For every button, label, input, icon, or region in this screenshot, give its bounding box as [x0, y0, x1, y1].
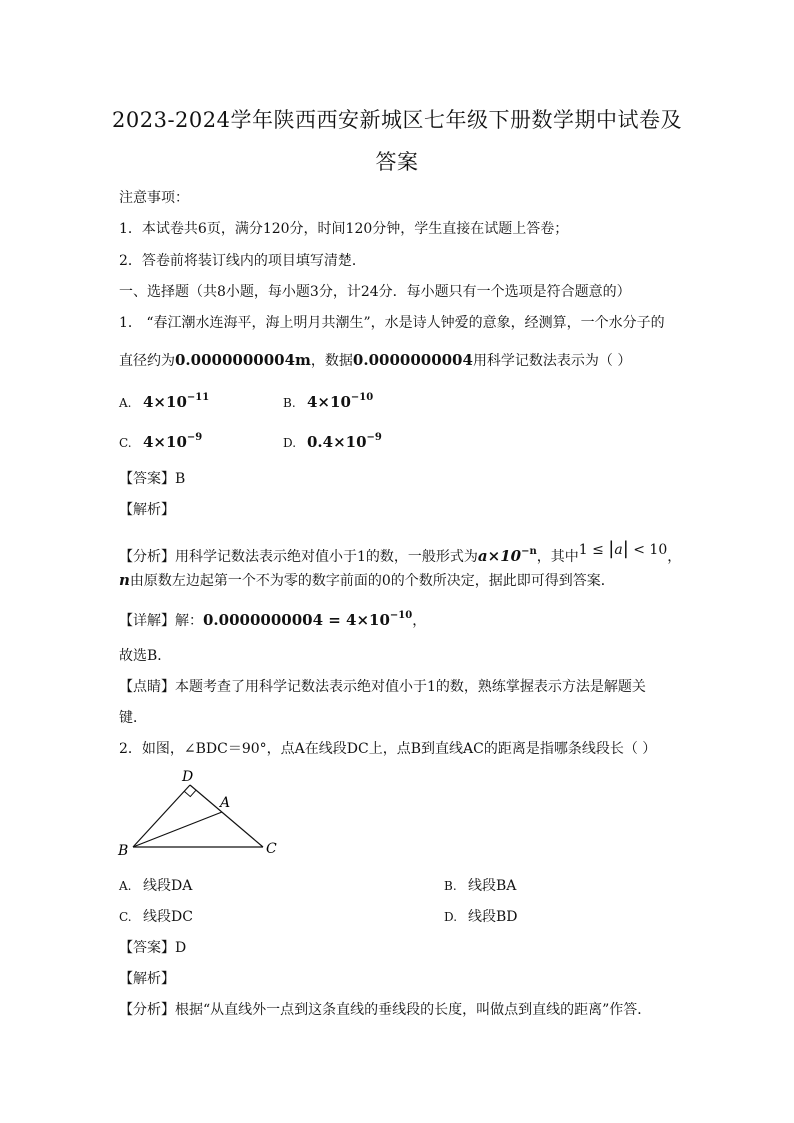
- q1-answer: 【答案】B: [119, 471, 186, 487]
- q2-analysis: 【分析】根据“从直线外一点到这条直线的垂线段的长度，叫做点到直线的距离”作答．: [119, 1002, 652, 1018]
- option-label: B.: [444, 879, 457, 893]
- q1-option-a: [119, 392, 209, 411]
- q1-detail: [119, 610, 426, 630]
- q1-math-number: 0.0000000004: [352, 351, 473, 369]
- q1-text: ，: [667, 549, 682, 565]
- q1-math-diameter: 0.0000000004m: [175, 351, 311, 369]
- option-exponent: −9: [366, 432, 382, 443]
- q1-comment-line2: 键．: [119, 710, 147, 726]
- option-text: 线段BD: [468, 909, 518, 925]
- segment-ba: [133, 812, 222, 847]
- option-base: 4×10: [143, 393, 187, 411]
- q2-option-d: [444, 906, 518, 926]
- right-angle-mark: [184, 790, 196, 797]
- q2-answer: 【答案】D: [119, 940, 187, 956]
- q1-option-d: [283, 432, 382, 451]
- range-right: < 10: [628, 542, 668, 558]
- option-exponent: −10: [350, 392, 374, 403]
- detail-base: 0.0000000004 = 4×10: [203, 611, 390, 629]
- option-label: B.: [283, 396, 296, 410]
- q1-analysis-line2: [119, 570, 615, 590]
- q1-math-form: a×10: [477, 547, 522, 565]
- q2-option-b: [444, 875, 516, 895]
- q1-stem-line1: 1． “春江潮水连海平，海上明月共潮生”，水是诗人钟爱的意象，经测算，一个水分子的: [119, 315, 665, 331]
- option-base: 4×10: [143, 433, 187, 451]
- q1-stem-line2: [119, 350, 631, 370]
- label-d: D: [182, 769, 194, 785]
- notice-heading: 注意事项：: [119, 190, 189, 206]
- q2-jiexi: 【解析】: [119, 971, 175, 987]
- document-title-line1: 2023-2024学年陕西西安新城区七年级下册数学期中试卷及: [112, 108, 682, 132]
- option-exponent: −9: [186, 432, 203, 443]
- notice-item-2: 2．答卷前将装订线内的项目填写清楚．: [119, 253, 366, 269]
- q2-stem: 2．如图，∠BDC＝90°，点A在线段DC上，点B到直线AC的距离是指哪条线段长（ ）: [119, 741, 657, 757]
- option-text: 线段BA: [468, 878, 517, 894]
- q1-math-range: 1 ≤ |a| < 10: [578, 538, 668, 559]
- q1-option-b: [283, 392, 373, 411]
- range-left: 1 ≤: [578, 542, 609, 558]
- label-a: A: [220, 795, 231, 811]
- label-c: C: [266, 841, 277, 857]
- segment-bd: [133, 785, 190, 847]
- q1-analysis-line1: [119, 538, 681, 566]
- q1-jiexi: 【解析】: [119, 502, 175, 518]
- q1-text: 用科学记数法表示为（ ）: [472, 353, 632, 369]
- section-heading: 一、选择题（共8小题，每小题3分，计24分．每小题只有一个选项是符合题意的）: [119, 284, 631, 300]
- q1-text: 【分析】用科学记数法表示绝对值小于1的数，一般形式为: [119, 549, 478, 565]
- option-base: 4×10: [307, 393, 351, 411]
- option-label: C.: [119, 910, 132, 924]
- q1-text: ，数据: [310, 353, 353, 369]
- q1-math-detail: [203, 611, 412, 629]
- q1-text: 直径约为: [119, 353, 175, 369]
- q1-math-form-exponent: −n: [521, 546, 537, 557]
- range-a: a: [614, 542, 623, 558]
- q1-text: ，其中: [536, 549, 579, 565]
- label-b: B: [118, 843, 129, 859]
- q2-option-a: [119, 875, 192, 895]
- q1-text: ，: [412, 613, 427, 629]
- q2-option-c: [119, 906, 193, 926]
- option-exponent: −11: [186, 392, 210, 403]
- option-label: A.: [119, 396, 132, 410]
- option-text: 线段DA: [143, 878, 193, 894]
- q1-conclusion: 故选B．: [119, 648, 172, 664]
- q1-option-c: [119, 432, 202, 451]
- q2-triangle-figure: [110, 765, 290, 860]
- option-label: D.: [283, 436, 297, 450]
- option-label: D.: [444, 910, 458, 924]
- document-title-line2: 答案: [375, 150, 419, 174]
- option-base: 0.4×10: [307, 433, 367, 451]
- q1-math-n: n: [119, 571, 130, 589]
- q1-text: 由原数左边起第一个不为零的数字前面的0的个数所决定，据此即可得到答案．: [129, 573, 615, 589]
- option-label: C.: [119, 436, 132, 450]
- option-label: A.: [119, 879, 132, 893]
- q1-text: 【详解】解：: [119, 613, 203, 629]
- notice-item-1: 1．本试卷共6页，满分120分，时间120分钟，学生直接在试题上答卷；: [119, 221, 569, 237]
- option-text: 线段DC: [143, 909, 193, 925]
- q1-comment-line1: 【点睛】本题考查了用科学记数法表示绝对值小于1的数，熟练掌握表示方法是解题关: [119, 679, 646, 695]
- detail-exponent: −10: [389, 610, 413, 621]
